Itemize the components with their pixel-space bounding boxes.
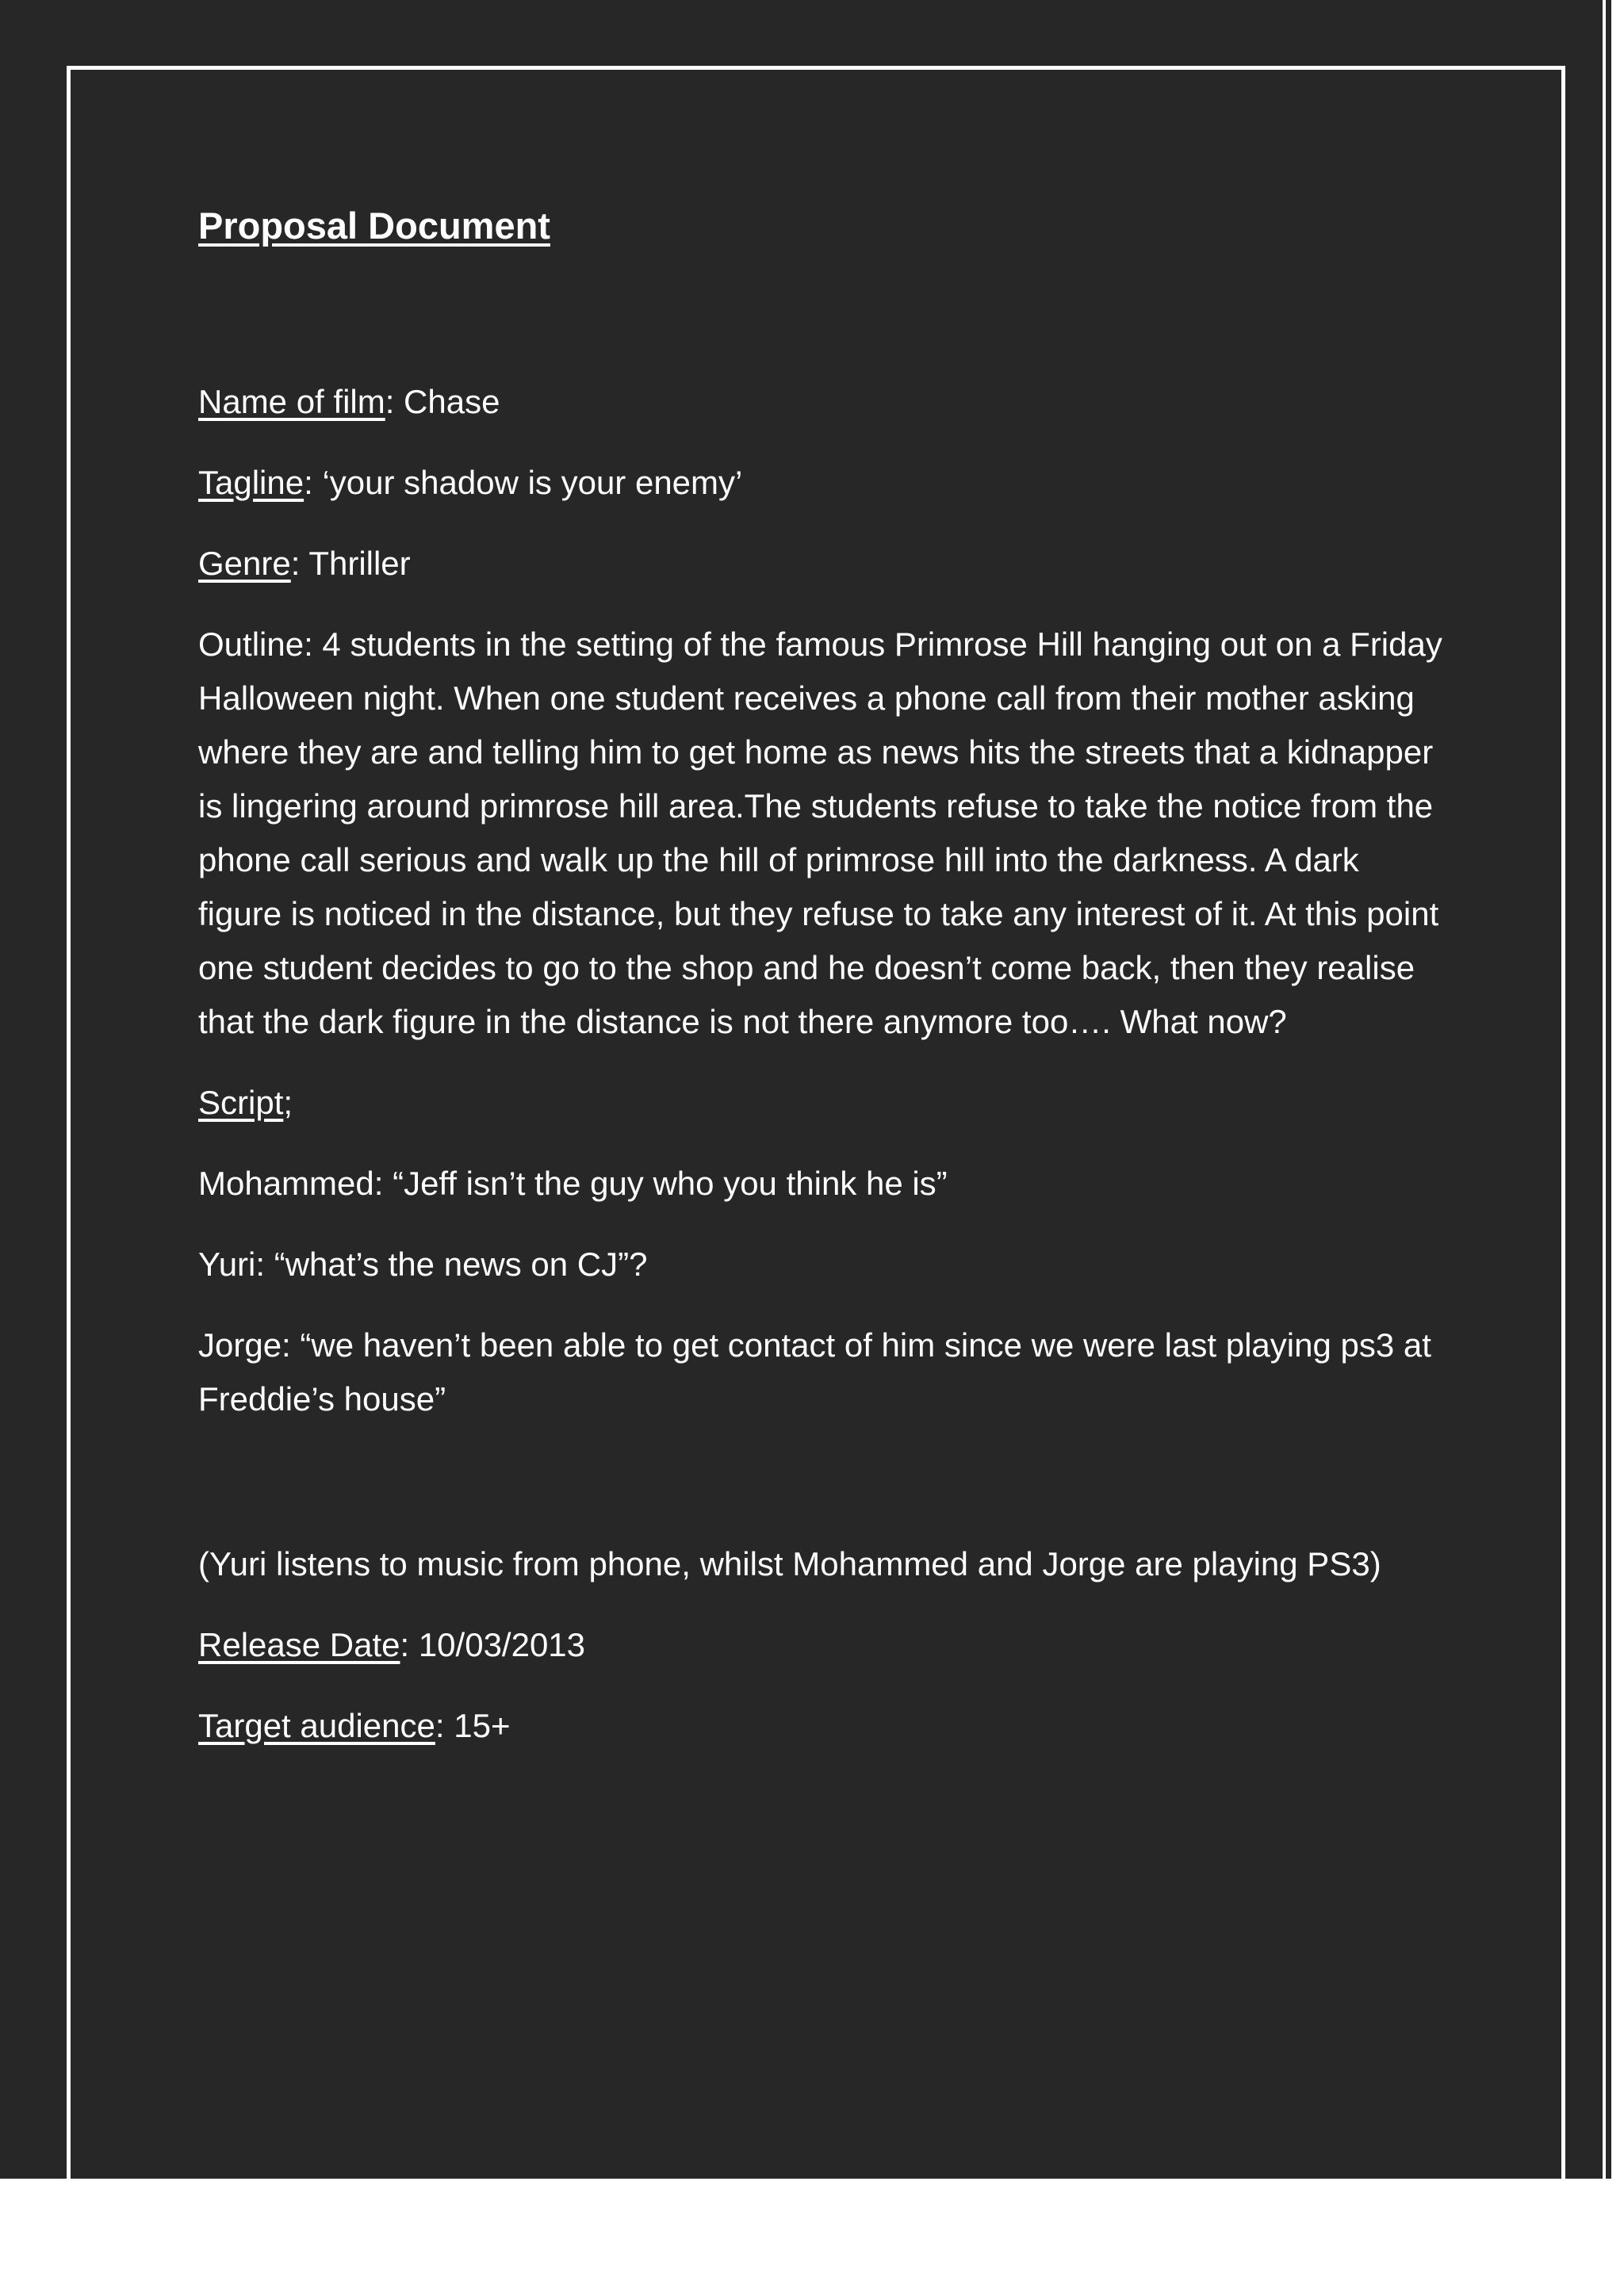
target-audience-value: : 15+ — [435, 1707, 511, 1744]
tagline-line — [198, 456, 1443, 510]
page-edge-line — [1603, 0, 1606, 2179]
release-date-line — [198, 1618, 1443, 1672]
genre-line — [198, 537, 1443, 591]
name-of-film-line — [198, 375, 1443, 429]
document-title: Proposal Document — [198, 205, 550, 247]
tagline-label: Tagline — [198, 464, 304, 501]
target-audience-line — [198, 1699, 1443, 1753]
document-body — [198, 202, 1443, 1753]
outline-paragraph: Outline: 4 students in the setting of the famous Primrose Hill hanging out on a Friday Halloween night. When one student receives a phone call from their mother asking where they are and telling him to get home as news hits the streets that a kidnapper is lingering around primrose hill area.The students refuse to take the notice from the phone call serious and walk up the hill of primrose hill into the darkness. A dark figure is noticed in the distance, but they refuse to take any interest of it. At this point one student decides to go to the shop and he doesn’t come back, then they realise that the dark figure in the distance is not there anymore too…. What now? — [198, 626, 1442, 1040]
release-date-value: : 10/03/2013 — [400, 1626, 586, 1663]
script-line: Jorge: “we haven’t been able to get contact of him since we were last playing ps3 at Freddie’s house” — [198, 1326, 1431, 1418]
target-audience-label: Target audience — [198, 1707, 435, 1744]
tagline-value: : ‘your shadow is your enemy’ — [304, 464, 743, 501]
script-heading — [198, 1076, 1443, 1130]
script-label: Script — [198, 1084, 284, 1121]
release-date-label: Release Date — [198, 1626, 400, 1663]
script-line: Yuri: “what’s the news on CJ”? — [198, 1246, 648, 1283]
script-line: Mohammed: “Jeff isn’t the guy who you think he is” — [198, 1165, 948, 1202]
stage-direction: (Yuri listens to music from phone, whilst Mohammed and Jorge are playing PS3) — [198, 1545, 1381, 1582]
genre-value: : Thriller — [290, 545, 411, 582]
name-of-film-value: : Chase — [385, 383, 500, 420]
name-of-film-label: Name of film — [198, 383, 385, 420]
genre-label: Genre — [198, 545, 291, 582]
script-suffix: ; — [283, 1084, 293, 1121]
